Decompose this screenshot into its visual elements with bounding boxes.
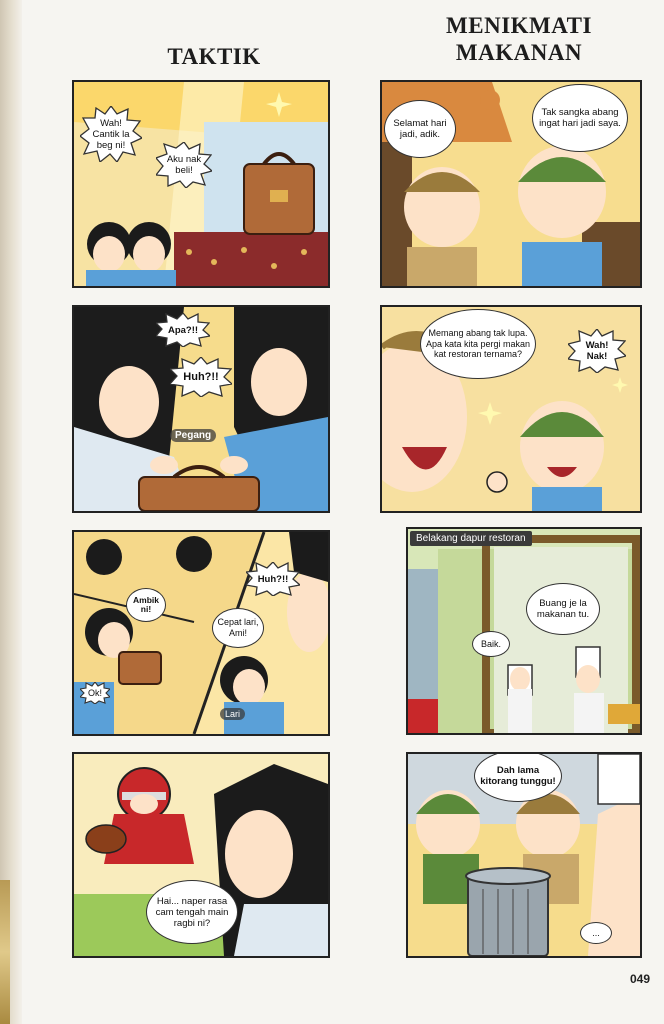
left-p3-bubble-3: Cepat lari, Ami! xyxy=(212,608,264,648)
title-taktik: TAKTIK xyxy=(167,44,261,69)
left-panel-2 xyxy=(72,305,330,513)
left-p2-sfx: Pegang xyxy=(170,429,216,442)
left-panel-3 xyxy=(72,530,330,736)
title-right-line2: MAKANAN xyxy=(455,40,583,65)
right-panel-3 xyxy=(406,527,642,735)
left-p1-bubble-1: Wah! Cantik la beg ni! xyxy=(80,106,142,162)
book-binding xyxy=(0,0,22,1024)
left-panel-4 xyxy=(72,752,330,958)
comic-page xyxy=(22,0,664,1024)
left-p3-bubble-1: Ambik ni! xyxy=(126,588,166,622)
right-p1-bubble-1: Selamat hari jadi, adik. xyxy=(384,100,456,158)
right-panel-4 xyxy=(406,752,642,958)
left-p1-bubble-2: Aku nak beli! xyxy=(156,142,212,188)
right-p1-bubble-2: Tak sangka abang ingat hari jadi saya. xyxy=(532,84,628,152)
right-p3-bubble-2: Baik. xyxy=(472,631,510,657)
right-p4-bubble-2: ... xyxy=(580,922,612,944)
right-p4-bubble-1: Dah lama kitorang tunggu! xyxy=(474,752,562,802)
binding-gold-edge xyxy=(0,880,10,1024)
right-panel-1 xyxy=(380,80,642,288)
left-p3-sfx: Lari xyxy=(220,708,245,720)
left-p3-bubble-4: Ok! xyxy=(80,682,110,704)
left-p3-bubble-2: Huh?!! xyxy=(246,562,300,596)
right-panel-2 xyxy=(380,305,642,513)
right-panel-3-art xyxy=(408,529,640,733)
page-number: 049 xyxy=(630,972,651,986)
title-right-line1: MENIKMATI xyxy=(446,13,592,38)
left-p2-bubble-1: Apa?!! xyxy=(156,313,210,347)
right-p3-bubble-1: Buang je la makanan tu. xyxy=(526,583,600,635)
right-p2-bubble-1: Memang abang tak lupa. Apa kata kita pergi makan kat restoran ternama? xyxy=(420,309,536,379)
left-p4-bubble-1: Hai... naper rasa cam tengah main ragbi ni? xyxy=(146,880,238,944)
left-panel-1 xyxy=(72,80,330,288)
right-p2-bubble-2: Wah! Nak! xyxy=(568,329,626,373)
title-menikmati-makanan xyxy=(414,12,624,66)
left-p2-bubble-2: Huh?!! xyxy=(170,357,232,397)
right-p3-caption: Belakang dapur restoran xyxy=(410,531,532,546)
